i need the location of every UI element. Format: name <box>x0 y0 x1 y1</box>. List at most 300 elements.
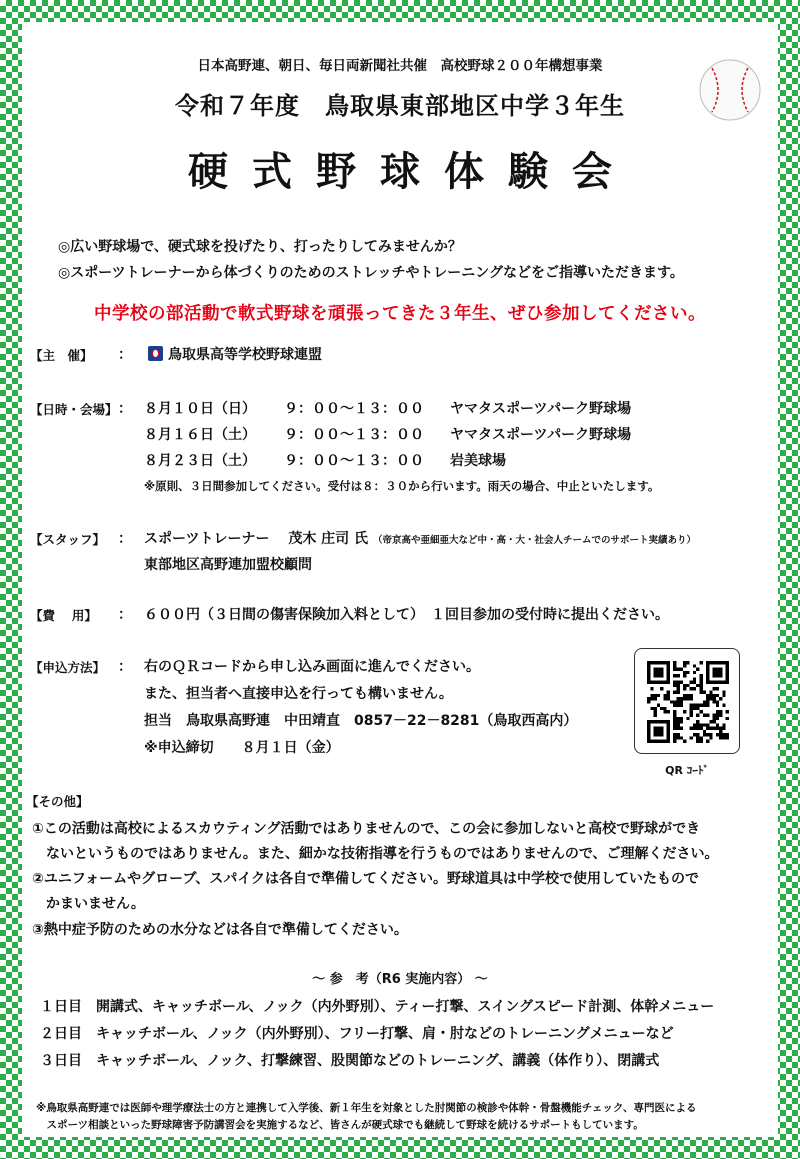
qr-module <box>663 710 666 713</box>
qr-module <box>726 677 729 680</box>
staff-advisors: 東部地区高野連加盟校顧問 <box>144 557 312 573</box>
qr-module <box>722 661 725 664</box>
qr-module <box>647 677 650 680</box>
qr-module <box>719 668 722 671</box>
qr-module <box>686 661 689 664</box>
qr-module <box>657 720 660 723</box>
qr-module <box>693 687 696 690</box>
staff-colon: ： <box>118 531 132 547</box>
qr-module <box>647 664 650 667</box>
qr-module <box>667 727 670 730</box>
qr-module <box>713 697 716 700</box>
schedule-time: ９：００～１３：００ <box>284 453 424 469</box>
qr-module <box>716 723 719 726</box>
federation-logo-icon <box>148 346 163 361</box>
qr-module <box>699 704 702 707</box>
qr-module <box>706 697 709 700</box>
qr-module <box>719 713 722 716</box>
qr-module <box>706 694 709 697</box>
qr-module <box>709 727 712 730</box>
qr-module <box>719 727 722 730</box>
qr-module <box>713 681 716 684</box>
qr-module <box>660 661 663 664</box>
qr-module <box>647 723 650 726</box>
qr-module <box>683 674 686 677</box>
qr-module <box>654 740 657 743</box>
qr-module <box>663 720 666 723</box>
qr-module <box>657 681 660 684</box>
qr-module <box>719 736 722 739</box>
baseball-icon <box>698 58 762 122</box>
qr-module <box>693 664 696 667</box>
qr-module <box>696 740 699 743</box>
other-line: ①この活動は高校によるスカウティング活動ではありませんので、この会に参加しないと高校で野球ができ <box>32 821 701 837</box>
qr-module <box>726 674 729 677</box>
qr-code-pattern <box>647 661 729 743</box>
qr-module <box>647 733 650 736</box>
qr-module <box>677 681 680 684</box>
qr-module <box>680 727 683 730</box>
qr-module <box>673 681 676 684</box>
qr-module <box>699 723 702 726</box>
qr-module <box>699 687 702 690</box>
qr-module <box>709 720 712 723</box>
qr-module <box>667 671 670 674</box>
qr-module <box>699 727 702 730</box>
qr-module <box>657 671 660 674</box>
qr-module <box>699 681 702 684</box>
qr-module <box>706 704 709 707</box>
qr-module <box>660 681 663 684</box>
qr-module <box>693 671 696 674</box>
apply-colon: ： <box>118 659 132 675</box>
qr-module <box>660 730 663 733</box>
qr-module <box>680 717 683 720</box>
qr-module <box>713 727 716 730</box>
qr-module <box>696 736 699 739</box>
qr-module <box>696 723 699 726</box>
qr-module <box>686 694 689 697</box>
qr-module <box>699 661 702 664</box>
qr-module <box>683 661 686 664</box>
qr-module <box>726 661 729 664</box>
qr-module <box>690 687 693 690</box>
qr-module <box>667 664 670 667</box>
organizer-value: 鳥取県高等学校野球連盟 <box>168 347 322 363</box>
qr-module <box>654 671 657 674</box>
qr-module <box>716 661 719 664</box>
reference-day: ３日目 <box>40 1053 82 1069</box>
qr-module <box>677 697 680 700</box>
qr-module <box>716 717 719 720</box>
qr-module <box>657 694 660 697</box>
qr-module <box>699 684 702 687</box>
reference-content: 開講式、キャッチボール、ノック（内外野別）、ティー打撃、スイングスピード計測、体幹メニュー <box>96 999 715 1015</box>
qr-module <box>722 723 725 726</box>
qr-module <box>673 700 676 703</box>
qr-module <box>667 661 670 664</box>
qr-module <box>663 707 666 710</box>
qr-module <box>686 697 689 700</box>
qr-module <box>657 727 660 730</box>
qr-module <box>663 681 666 684</box>
qr-module <box>657 661 660 664</box>
qr-module <box>654 710 657 713</box>
qr-module <box>647 674 650 677</box>
qr-module <box>654 720 657 723</box>
apply-line: また、担当者へ直接申込を行っても構いません。 <box>144 686 453 702</box>
qr-module <box>690 681 693 684</box>
qr-module <box>722 733 725 736</box>
qr-module <box>650 661 653 664</box>
qr-module <box>696 720 699 723</box>
qr-module <box>716 674 719 677</box>
organizer-colon: ： <box>118 347 132 363</box>
qr-module <box>726 736 729 739</box>
qr-module <box>716 733 719 736</box>
qr-module <box>722 704 725 707</box>
qr-module <box>680 697 683 700</box>
qr-module <box>647 668 650 671</box>
qr-module <box>716 671 719 674</box>
qr-module <box>706 664 709 667</box>
qr-module <box>660 720 663 723</box>
schedule-colon: ： <box>118 401 132 417</box>
qr-module <box>683 684 686 687</box>
qr-module <box>673 713 676 716</box>
qr-module <box>719 697 722 700</box>
qr-module <box>696 684 699 687</box>
qr-module <box>690 694 693 697</box>
qr-module <box>709 661 712 664</box>
qr-module <box>663 740 666 743</box>
qr-module <box>696 727 699 730</box>
qr-module <box>657 674 660 677</box>
other-line: ②ユニフォームやグローブ、スパイクは各自で準備してください。野球道具は中学校で使用していたもので <box>32 871 700 887</box>
qr-module <box>716 704 719 707</box>
qr-module <box>719 710 722 713</box>
qr-module <box>667 720 670 723</box>
qr-module <box>703 730 706 733</box>
qr-module <box>673 684 676 687</box>
qr-module <box>657 668 660 671</box>
qr-module <box>719 730 722 733</box>
qr-module <box>699 691 702 694</box>
qr-module <box>703 700 706 703</box>
qr-module <box>677 733 680 736</box>
qr-module <box>719 681 722 684</box>
qr-module <box>654 730 657 733</box>
qr-module <box>680 668 683 671</box>
other-label: 【その他】 <box>26 794 89 809</box>
schedule-time: ９：００～１３：００ <box>284 401 424 417</box>
qr-module <box>703 723 706 726</box>
qr-module <box>693 681 696 684</box>
qr-module <box>719 661 722 664</box>
qr-module <box>706 661 709 664</box>
qr-module <box>647 740 650 743</box>
qr-module <box>706 713 709 716</box>
qr-module <box>660 727 663 730</box>
qr-module <box>696 713 699 716</box>
qr-module <box>657 740 660 743</box>
qr-module <box>726 733 729 736</box>
qr-module <box>716 681 719 684</box>
schedule-time: ９：００～１３：００ <box>284 427 424 443</box>
schedule-venue: ヤマタスポーツパーク野球場 <box>450 427 632 443</box>
qr-module <box>719 733 722 736</box>
intro-line: ◎広い野球場で、硬式球を投げたり、打ったりしてみませんか？ <box>58 239 462 255</box>
qr-module <box>693 704 696 707</box>
apply-label: 【申込方法】 <box>30 660 106 675</box>
qr-module <box>722 694 725 697</box>
other-line: ③熱中症予防のための水分などは各自で準備してください。 <box>32 922 408 938</box>
headline: 令和７年度 鳥取県東部地区中学３年生 <box>175 92 625 120</box>
qr-module <box>722 691 725 694</box>
qr-module <box>690 736 693 739</box>
reference-day: １日目 <box>40 999 82 1015</box>
qr-module <box>677 723 680 726</box>
qr-module <box>706 671 709 674</box>
qr-module <box>709 733 712 736</box>
staff-trainer <box>144 528 696 548</box>
qr-module <box>647 720 650 723</box>
qr-module <box>690 707 693 710</box>
qr-module <box>667 691 670 694</box>
qr-module <box>683 740 686 743</box>
qr-module <box>726 664 729 667</box>
qr-module <box>686 717 689 720</box>
qr-module <box>706 740 709 743</box>
reference-heading: ～ 参 考（R6 実施内容） ～ <box>312 972 488 987</box>
qr-module <box>719 674 722 677</box>
qr-module <box>693 677 696 680</box>
qr-module <box>680 681 683 684</box>
qr-module <box>673 668 676 671</box>
qr-module <box>713 700 716 703</box>
qr-module <box>713 713 716 716</box>
qr-module <box>690 697 693 700</box>
qr-module <box>673 661 676 664</box>
qr-module <box>667 674 670 677</box>
qr-module <box>686 684 689 687</box>
qr-module <box>713 720 716 723</box>
qr-module <box>686 671 689 674</box>
qr-module <box>693 707 696 710</box>
qr-module <box>677 720 680 723</box>
qr-module <box>647 727 650 730</box>
qr-module <box>650 687 653 690</box>
qr-module <box>726 717 729 720</box>
qr-module <box>677 700 680 703</box>
qr-module <box>667 723 670 726</box>
qr-module <box>677 668 680 671</box>
qr-module <box>677 727 680 730</box>
sponsors-line: 日本高野連、朝日、毎日両新聞社共催 高校野球２００年構想事業 <box>197 58 603 74</box>
flyer-sheet <box>22 22 778 1137</box>
qr-module <box>667 736 670 739</box>
qr-module <box>706 668 709 671</box>
schedule-label: 【日時・会場】 <box>30 402 118 417</box>
qr-module <box>673 733 676 736</box>
qr-module <box>713 668 716 671</box>
qr-module <box>647 671 650 674</box>
qr-module <box>706 723 709 726</box>
qr-module <box>719 671 722 674</box>
qr-module <box>650 697 653 700</box>
qr-module <box>713 674 716 677</box>
qr-module <box>673 674 676 677</box>
qr-module <box>706 677 709 680</box>
organizer-label: 【主 催】 <box>30 348 93 363</box>
qr-module <box>654 707 657 710</box>
qr-module <box>667 681 670 684</box>
qr-module <box>683 697 686 700</box>
qr-module <box>722 736 725 739</box>
qr-module <box>699 674 702 677</box>
qr-module <box>667 733 670 736</box>
qr-module <box>683 671 686 674</box>
qr-module <box>673 736 676 739</box>
qr-module <box>677 691 680 694</box>
qr-module <box>647 730 650 733</box>
qr-module <box>647 681 650 684</box>
qr-module <box>660 668 663 671</box>
footer-note: ※鳥取県高野連では医師や理学療法士の方と連携して入学後、新１年生を対象とした肘関節の検診や体幹・骨盤機能チェック、専門医による <box>36 1102 697 1114</box>
qr-module <box>647 697 650 700</box>
qr-module <box>683 664 686 667</box>
apply-deadline: ※申込締切 ８月１日（金） <box>144 740 340 756</box>
schedule-note: ※原則、３日間参加してください。受付は８：３０から行います。雨天の場合、中止といたします。 <box>144 479 660 493</box>
qr-module <box>663 661 666 664</box>
staff-trainer-note: （帝京高や亜細亜大など中・高・大・社会人チームでのサポート実績あり） <box>372 535 696 546</box>
qr-module <box>716 727 719 730</box>
qr-module <box>713 694 716 697</box>
qr-module <box>709 736 712 739</box>
qr-module <box>654 697 657 700</box>
qr-module <box>709 691 712 694</box>
qr-module <box>660 740 663 743</box>
other-line: かまいません。 <box>32 896 145 912</box>
qr-module <box>693 727 696 730</box>
qr-module <box>657 733 660 736</box>
qr-module <box>706 681 709 684</box>
qr-module <box>706 700 709 703</box>
qr-module <box>660 671 663 674</box>
qr-module <box>696 707 699 710</box>
qr-module <box>703 713 706 716</box>
qr-module <box>683 687 686 690</box>
qr-module <box>699 677 702 680</box>
qr-module <box>680 704 683 707</box>
qr-module <box>722 727 725 730</box>
qr-module <box>693 733 696 736</box>
qr-module <box>703 691 706 694</box>
qr-module <box>677 717 680 720</box>
qr-module <box>683 710 686 713</box>
qr-module <box>709 681 712 684</box>
qr-module <box>667 694 670 697</box>
qr-module <box>680 720 683 723</box>
intro-line: ◎スポーツトレーナーから体づくりのためのストレッチやトレーニングなどをご指導いただきます。 <box>58 265 684 281</box>
qr-module <box>670 700 673 703</box>
appeal-text: 中学校の部活動で軟式野球を頑張ってきた３年生、ぜひ参加してください。 <box>94 304 706 324</box>
qr-module <box>716 700 719 703</box>
fee-label: 【費 用】 <box>30 608 97 623</box>
qr-module <box>673 710 676 713</box>
staff-trainer-name: スポーツトレーナー 茂木 庄司 氏 <box>144 531 369 547</box>
qr-module <box>654 681 657 684</box>
qr-module <box>680 736 683 739</box>
qr-module <box>673 727 676 730</box>
reference-content: キャッチボール、ノック（内外野別）、フリー打撃、肩・肘などのトレーニングメニューなど <box>96 1026 674 1042</box>
qr-module <box>647 736 650 739</box>
qr-module <box>654 668 657 671</box>
reference-day: ２日目 <box>40 1026 82 1042</box>
qr-module <box>673 664 676 667</box>
qr-module <box>696 704 699 707</box>
qr-module <box>726 710 729 713</box>
qr-module <box>716 713 719 716</box>
qr-module <box>660 674 663 677</box>
qr-module <box>716 694 719 697</box>
schedule-date: ８月１６日（土） <box>144 427 256 443</box>
qr-module <box>713 671 716 674</box>
qr-module <box>673 740 676 743</box>
qr-module <box>673 720 676 723</box>
qr-module <box>650 707 653 710</box>
qr-module <box>654 661 657 664</box>
qr-module <box>650 681 653 684</box>
fee-colon: ： <box>118 607 132 623</box>
qr-module <box>726 671 729 674</box>
qr-module <box>654 694 657 697</box>
qr-module <box>699 736 702 739</box>
qr-module <box>706 727 709 730</box>
qr-module <box>667 697 670 700</box>
qr-module <box>713 717 716 720</box>
qr-module <box>647 700 650 703</box>
qr-code-icon[interactable] <box>634 648 740 754</box>
qr-module <box>690 704 693 707</box>
staff-label: 【スタッフ】 <box>30 532 106 547</box>
fee-value: ６００円（３日間の傷害保険加入料として） １回目参加の受付時に提出ください。 <box>144 607 669 623</box>
qr-module <box>663 694 666 697</box>
qr-module <box>696 668 699 671</box>
qr-module <box>677 687 680 690</box>
qr-module <box>699 740 702 743</box>
qr-module <box>660 687 663 690</box>
qr-caption: QR ｺｰﾄﾞ <box>665 764 709 777</box>
schedule-venue: 岩美球場 <box>450 453 506 469</box>
footer-note: スポーツ相談といった野球障害予防講習会を実施するなど、皆さんが硬式球でも継続して野球を続けるサポートもしています。 <box>36 1119 644 1131</box>
qr-module <box>722 681 725 684</box>
qr-module <box>699 710 702 713</box>
qr-module <box>716 687 719 690</box>
schedule-date: ８月１０日（日） <box>144 401 256 417</box>
qr-module <box>690 713 693 716</box>
schedule-date: ８月２３日（土） <box>144 453 256 469</box>
qr-module <box>654 733 657 736</box>
qr-module <box>713 661 716 664</box>
qr-module <box>673 704 676 707</box>
qr-module <box>677 674 680 677</box>
qr-module <box>667 668 670 671</box>
qr-module <box>660 707 663 710</box>
reference-content: キャッチボール、ノック、打撃練習、股関節などのトレーニング、講義（体作り）、閉講式 <box>96 1053 660 1069</box>
qr-module <box>706 674 709 677</box>
qr-module <box>654 674 657 677</box>
